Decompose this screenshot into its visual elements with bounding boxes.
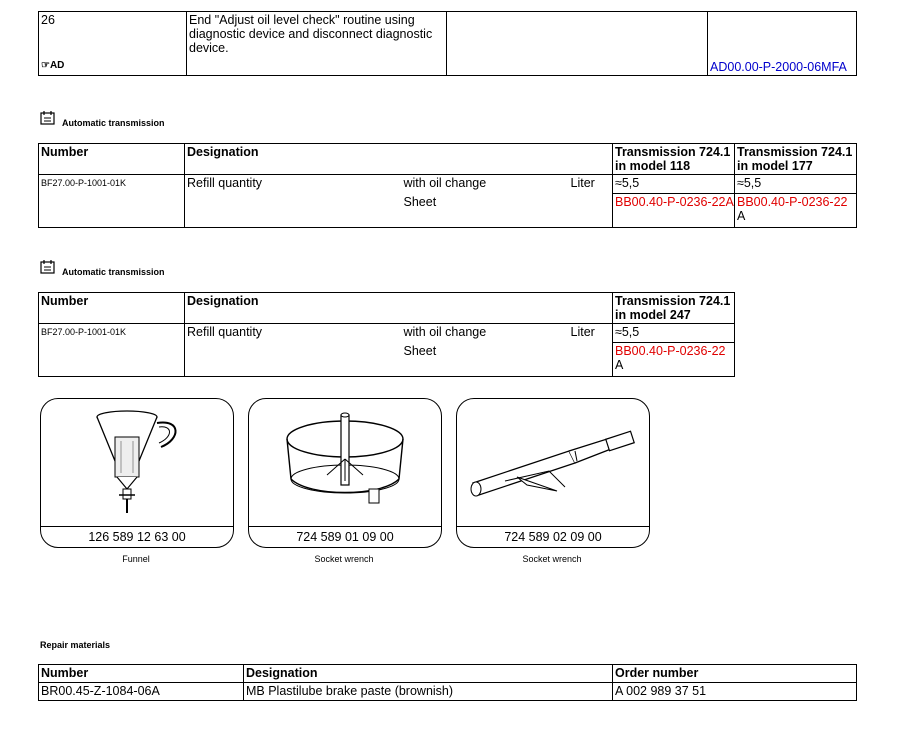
t2-row-designation: Refill quantity (185, 324, 402, 377)
t2-row-unit-empty (569, 343, 613, 377)
repair-title: Repair materials (40, 640, 111, 650)
step-empty-cell (447, 12, 708, 76)
step-number: 26 (41, 13, 55, 27)
tool-card-socket-wrench (248, 398, 442, 548)
t1-header-col1: Transmission 724.1 in model 118 (613, 144, 735, 175)
t1-row-sub2: Sheet (402, 194, 569, 228)
t1-header-designation: Designation (185, 144, 613, 175)
step-link-cell (708, 12, 857, 76)
step-number-cell (39, 12, 187, 76)
repair-row-order: A 002 989 37 51 (613, 683, 857, 701)
repair-row-designation: MB Plastilube brake paste (brownish) (244, 683, 613, 701)
tool-caption: Socket wrench (314, 554, 374, 564)
socket-wrench-icon (249, 399, 441, 523)
step-table (38, 11, 857, 76)
repair-row-number: BR00.45-Z-1084-06A (39, 683, 244, 701)
repair-header-number: Number (39, 665, 244, 683)
tool-number: 724 589 01 09 00 (249, 526, 441, 547)
table2-title: Automatic transmission (62, 267, 165, 277)
t1-row-designation: Refill quantity (185, 175, 402, 228)
t1-row-ref2-cell (735, 194, 857, 228)
table1 (38, 143, 857, 228)
step-text: End "Adjust oil level check" routine using diagnostic device and disconnect diagnostic device. (187, 12, 447, 76)
tool-number: 126 589 12 63 00 (41, 526, 233, 547)
step-marker: ☞AD (41, 60, 65, 71)
repair-header-designation: Designation (244, 665, 613, 683)
tool-caption: Socket wrench (522, 554, 582, 564)
t2-row-ref1-cell (613, 343, 735, 377)
tool-number: 724 589 02 09 00 (457, 526, 649, 547)
t1-header-col2: Transmission 724.1 in model 177 (735, 144, 857, 175)
t1-row-ref2[interactable]: BB00.40-P-0236-22 (737, 195, 848, 209)
tool-card-funnel (40, 398, 234, 548)
t2-header-col1: Transmission 724.1 in model 247 (613, 293, 735, 324)
t1-row-sub1: with oil change (402, 175, 569, 194)
t2-row-sub1: with oil change (402, 324, 569, 343)
t2-row-ref1[interactable]: BB00.40-P-0236-22 (615, 344, 726, 358)
t2-row-sub2: Sheet (402, 343, 569, 377)
socket-wrench-long-icon (457, 399, 649, 523)
t1-row-unit: Liter (569, 175, 613, 194)
tool-caption: Funnel (122, 554, 150, 564)
tool-card-socket-wrench-long (456, 398, 650, 548)
t2-row-val1: ≈5,5 (613, 324, 735, 343)
t1-row-val2: ≈5,5 (735, 175, 857, 194)
t2-header-designation: Designation (185, 293, 613, 324)
section-icon (40, 259, 56, 280)
t1-row-number: BF27.00-P-1001-01K (39, 175, 185, 228)
step-link[interactable]: AD00.00-P-2000-06MFA (710, 60, 847, 74)
t2-header-number: Number (39, 293, 185, 324)
t1-row-unit-empty (569, 194, 613, 228)
t1-row-ref2-suffix: A (737, 209, 746, 223)
t2-row-ref1-suffix: A (615, 358, 624, 372)
t1-row-val1: ≈5,5 (613, 175, 735, 194)
repair-header-order: Order number (613, 665, 857, 683)
section-icon (40, 110, 56, 131)
t2-row-number: BF27.00-P-1001-01K (39, 324, 185, 377)
table1-title: Automatic transmission (62, 118, 165, 128)
repair-table (38, 664, 857, 701)
funnel-icon (41, 399, 233, 523)
t1-header-number: Number (39, 144, 185, 175)
table2 (38, 292, 735, 377)
t2-row-unit: Liter (569, 324, 613, 343)
t1-row-ref1[interactable]: BB00.40-P-0236-22A (613, 194, 735, 228)
